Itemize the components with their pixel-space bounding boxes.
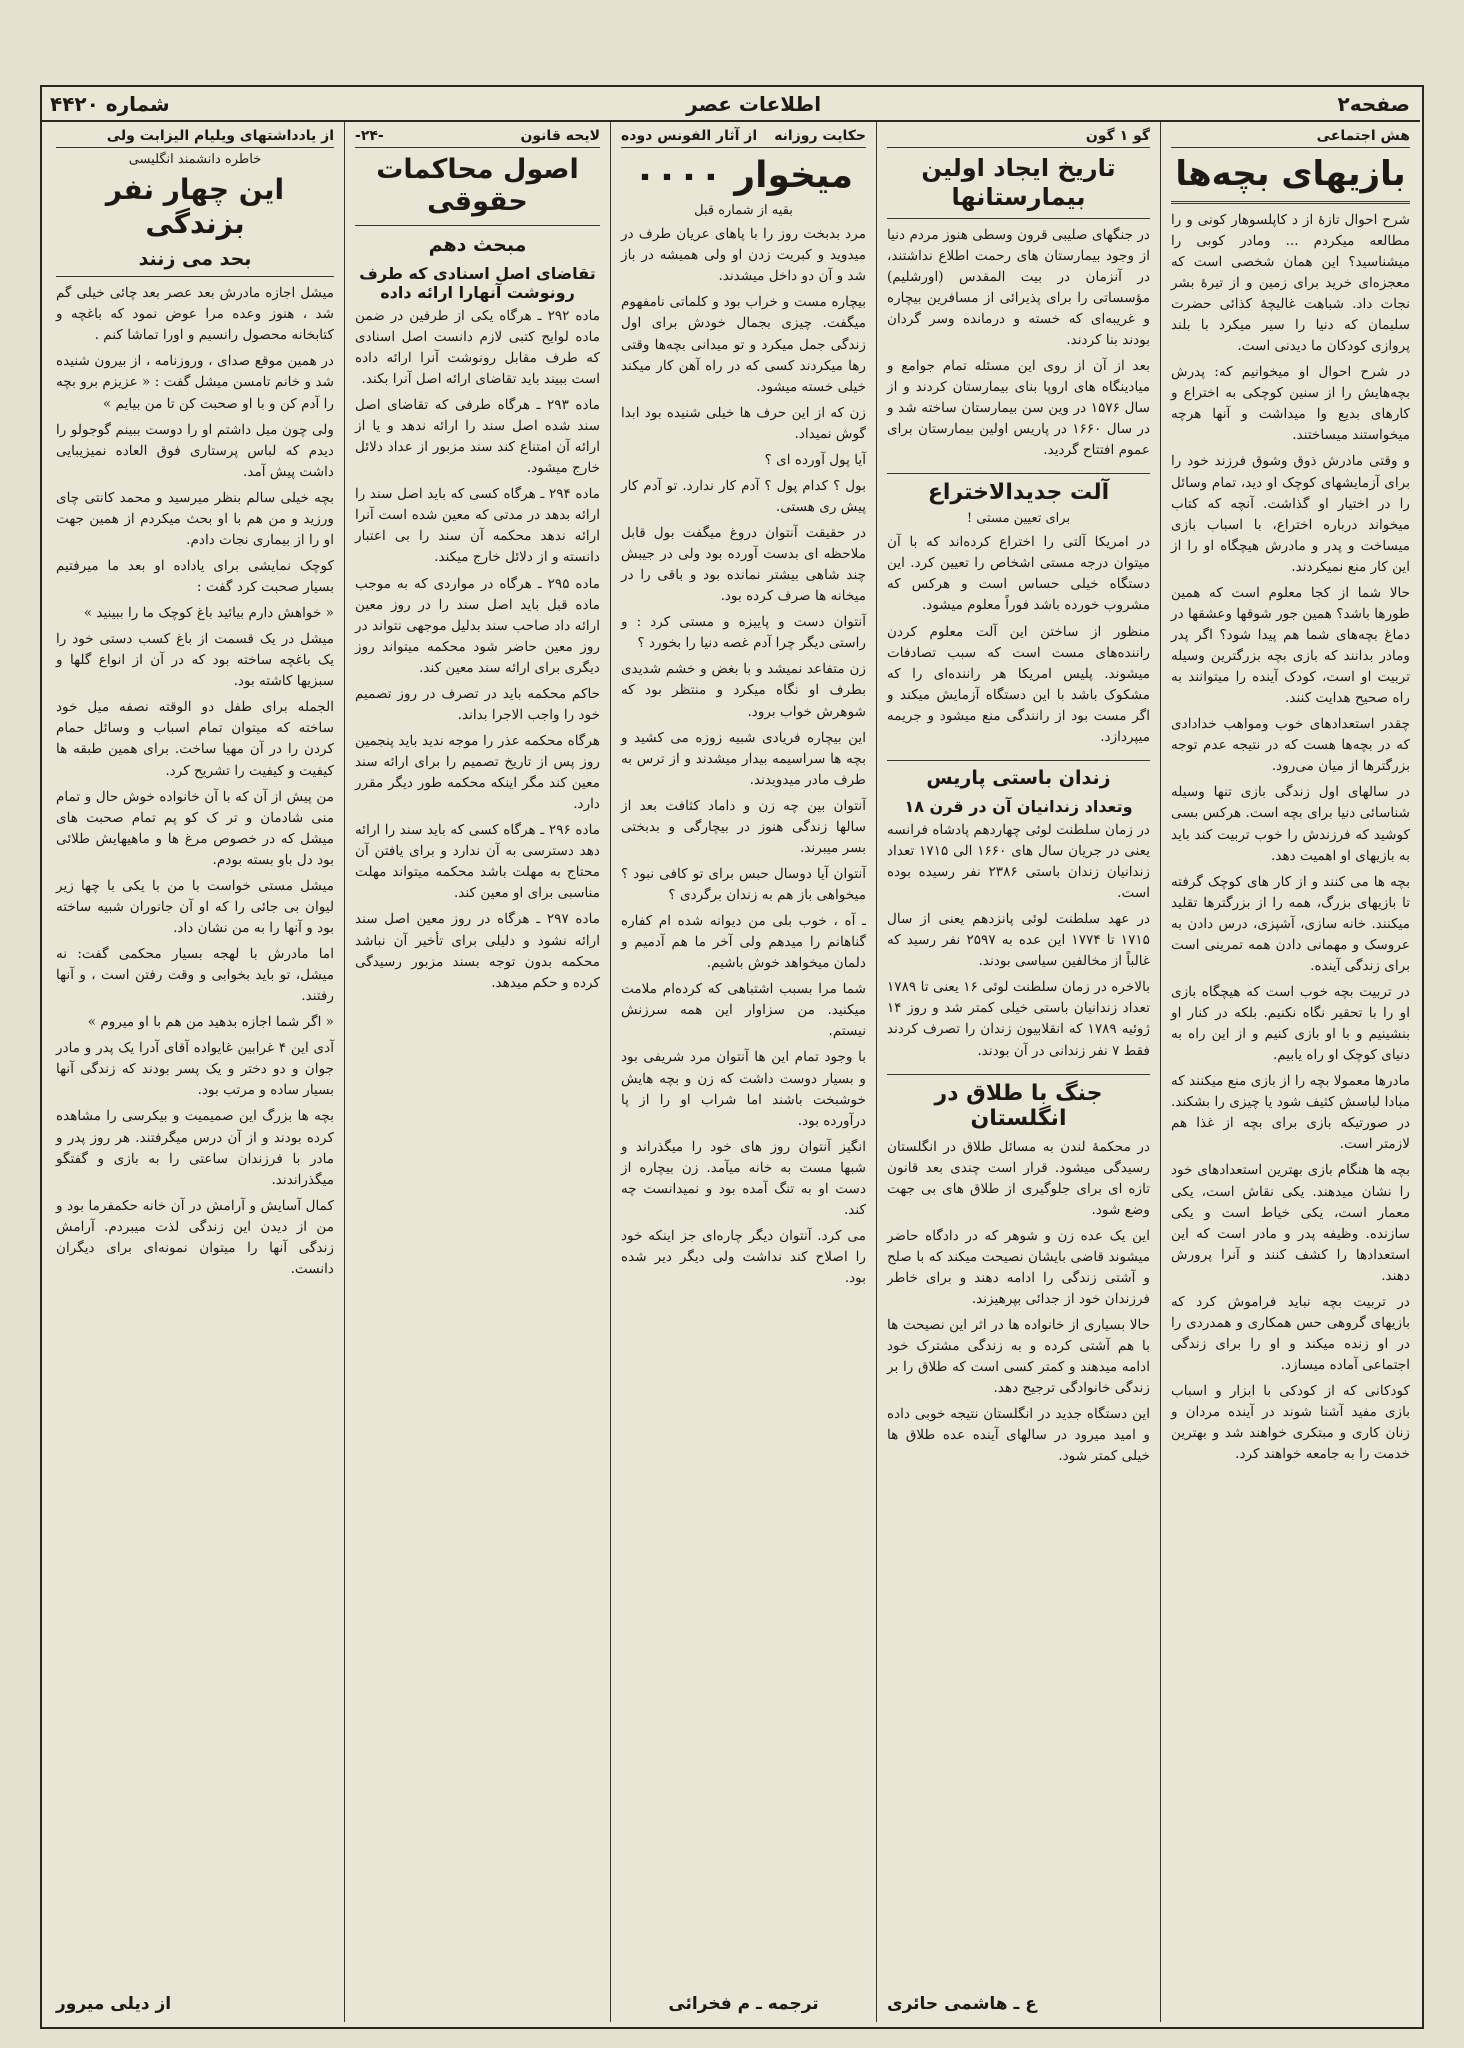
paragraph: این دستگاه جدید در انگلستان نتیجه خوبی داده و امید میرود در سالهای آینده عده طلاق ها خیلی کمتر شود. [887,1406,1150,1465]
paragraph: ـ آه ، خوب بلی من دیوانه شده ام کفاره گناهانم را میدهم ولی آخر ما هم آدمیم و دلمان میخواهد خوش باشیم. [621,913,866,972]
paragraph: در تربیت بچه نباید فراموش کرد که بازیهای گروهی حس همکاری و همدردی را در او زنده میکند و او را برای زندگی اجتماعی آماده میسازد. [1171,1293,1410,1374]
article-body [355,306,600,994]
article-byline: از دیلی میرور [56,1994,172,2014]
paragraph: الجمله برای طفل دو الوقته نصفه میل خود ساخته که میتوان تمام اسباب و وسائل حمام کردن را در آن مهیا ساخت. برای همین طبقه ها کیفیت و کیفیت را تشریح کرد. [56,699,334,779]
article-subheadline: آلت جدیدالاختراع [887,473,1150,505]
paragraph: آیا پول آورده ای ؟ [764,451,866,468]
paragraph: مرد بدبخت روز را با پاهای عریان طرف در میدوید و کبریت زدن او ولی همیشه در باز شد و آن دو داخل میشدند. [621,226,866,285]
article-note: خاطره دانشمند انگلیسی [128,152,262,167]
article-body [887,1137,1150,1468]
article-body [887,532,1150,748]
paragraph: در تربیت بچه خوب است که هیچگاه بازی او را با تحقیر نگاه نکنیم. بلکه در کنار او بنشینیم و با او بازی کنیم و از این راه به دنیای کوچک او راه یابیم. [1171,983,1410,1064]
column-kicker: از یادداشتهای ویلیام الیزابت ولی [56,128,334,148]
paragraph: در امریکا آلتی را اختراع کرده‌اند که با آن میتوان درجه مستی اشخاص را تعیین کرد. این دستگاه خیلی حساس است و هرکس که مشروب خورده باشد فوراً معلوم میشود. [887,534,1150,614]
column-hospitals [876,122,1160,2022]
masthead [40,88,1420,122]
paragraph: بچه ها می کنند و از کار های کوچک گرفته تا بازیهای بزرگ، همه را از بزرگترها تقلید میکنند. خانه سازی، آشپزی، درس دادن به عروسک و مهمانی دادن همه تمرینی است برای زندگی آینده. [1171,873,1410,974]
paragraph: آنتوان آیا دوسال حبس برای تو کافی نبود ؟ میخواهی باز هم به زندان برگردی ؟ [621,865,866,903]
article-subheadline-b: وتعداد زندانیان آن در قرن ۱۸ [904,796,1133,816]
paragraph: مادرها معمولا بچه را از بازی منع میکنند که مبادا لباسش کثیف شود یا چیزی را بشکند. در صورتیکه بازی برای بچه از غذا هم لازمتر است. [1171,1073,1410,1153]
article-subheadline: جنگ با طلاق در انگلستان [887,1074,1150,1131]
article-byline: ترجمه ـ م فخرائی [668,1994,819,2014]
paragraph: بالاخره در زمان سلطنت لوئی ۱۶ یعنی تا ۱۷۸۹ تعداد زندانیان باستی خیلی کمتر شد و روز ۱۴ ژوئیه ۱۷۸۹ که انقلابیون زندان را تصرف کردند فقط ۷ نفر زندانی در آن بودند. [887,979,1150,1059]
column-drunkard-story [610,122,876,2022]
paragraph: آنتوان دست و پاییزه و مستی کرد : و راستی دیگر چرا آدم غصه دنیا را بخورد ؟ [621,614,866,652]
article-headline: بازیهای بچه‌ها [1175,154,1406,194]
column-kicker: گو ۱ گون [887,128,1150,148]
article-headline: میخوار ۰۰۰۰ [634,155,853,196]
article-note: برای تعیین مستی ! [966,511,1071,527]
article-subheadline: تقاضای اصل اسنادی که طرف رونوشت آنهارا ارائه داده [359,263,596,302]
paragraph: این بیچاره فریادی شبیه زوزه می کشید و بچه ها سراسیمه بیدار میشدند و از ترس به طرف مادر میدویدند. [621,729,866,788]
paragraph: حالا بسیاری از خانواده ها در اثر این نصیحت ها با هم آشتی کرده و به زندگی مشترک خود ادامه میدهند و کمتر کسی است که طلاق را بر زندگی خانوادگی ترجیح دهد. [887,1317,1150,1397]
issue-number: شماره ۴۴۲۰ [50,92,170,116]
paragraph: کودکانی که از کودکی با ابزار و اسباب بازی مفید آشنا شوند در آینده مردان و زنان کاری و مبتکری خواهند شد و بهترین خدمت را به جامعه خواهند کرد. [1171,1383,1410,1463]
column-kicker: هش اجتماعی [1171,128,1410,148]
article-body [1171,210,1410,1466]
paragraph: شرح احوال تازهٔ از د کاپلسوهار کونی و را مطالعه میکردم ... ومادر کوبی‌ را میشناسید؟ این همان شخصی است که معجزه‌ای خرید برای زمین و از تیرهٔ بشر نجات داد. شباهت غالیچهٔ کذائی حضرت سلیمان که دنیا را سیر میکرد با بلند پروازی کودکان ما دیدنی است. [1171,211,1410,355]
paper-name: اطلاعات عصر [686,92,822,116]
paragraph: در جنگهای صلیبی قرون وسطی هنوز مردم دنیا از وجود بیمارستان های رحمت اطلاع نداشتند، در آنزمان در بیت المقدس (اورشلیم) مؤسساتی را برای پذیرائی از مسافرین بیچاره و غریبه‌ای که خسته و درمانده وسر گردان بودند بنا کردند. [887,226,1150,348]
paragraph: میشل اجازه مادرش بعد عصر بعد چائی خیلی گم شد ، هنوز وعده مرا عوض نمود که باغچه و کتابخانه محصول رانسیم و اورا تماشا کنم . [56,285,334,344]
paragraph: اما مادرش با لهجه بسیار محکمی گفت: نه میشل، تو باید بخوابی و وقت رفتن است ، و آنها رفتند. [56,946,334,1005]
article-body [56,283,334,1280]
paragraph: این یک عده زن و شوهر که در دادگاه حاضر میشوند قاضی بایشان نصیحت میکند که با صلح و آشتی زندگی را ادامه دهند و برای خاطر فرزندان خود از جدائی بپرهیزند. [887,1227,1150,1308]
column-kicker: حکایت روزانه از آثار الفونس دوده [621,128,866,148]
paragraph: در محکمهٔ لندن به مسائل طلاق در انگلستان رسیدگی میشود. قرار است چندی بعد قانون تازه ای برای جلوگیری از طلاق های بی جهت وضع شود. [887,1138,1150,1218]
paragraph: ماده ۲۹۶ ـ هرگاه کسی که باید سند را ارائه دهد دسترسی به آن ندارد و برای یافتن آن محتاج به مهلت باشد محکمه میتواند مهلت مناسبی برای او معین کند. [355,822,600,902]
paragraph: ماده ۲۹۲ ـ هرگاه یکی از طرفین در ضمن ماده لوایح کتبی لازم دانست اصل اسنادی که طرف مقابل رونوشت آنرا ارائه داده است ببیند باید تقاضای ارائه اصل آنرا بکند. [355,307,601,387]
paragraph: ماده ۲۹۵ ـ هرگاه در مواردی که به موجب ماده قبل باید اصل سند را در روز معین ارائه داد صاحب سند بدلیل موجهی نتواند در روز معین حاضر شود محکمه میتواند روز دیگری برای ارائه سند معین کند. [355,575,601,676]
article-body [621,224,866,1289]
paragraph: کوچک نمایشی برای یاداده او بعد ما میرفتیم بسیار صحبت کرد گفت : [56,557,334,595]
column-children-games [1160,122,1420,2022]
paragraph: و وقتی مادرش ذوق وشوق فرزند خود را برای آزمایشهای کوچک او دید، تمام وسائل را در اختیار او گذاشت. آنچه که کتاب میخواند درباره اختراع، با اسباب بازی میساخت و پدر و مادرش هیچگاه او را از این کار منع نمیکردند. [1171,453,1410,575]
paragraph: ماده ۲۹۴ ـ هرگاه کسی که باید اصل سند را ارائه بدهد در مدتی که معین شده است آنرا ارائه ندهد محکمه آن سند را بی اعتبار دانسته و از دلائل خارج میکند. [355,486,600,566]
page-number: صفحه۲ [1337,92,1410,116]
article-body [887,225,1150,462]
paragraph: در سالهای اول زندگی بازی تنها وسیله شناسائی دنیا برای بچه است. هرکس بسی کوشید که فرزندش را خوب تربیت کند باید به بازیهای او اهمیت دهد. [1171,784,1410,864]
paragraph: کمال آسایش و آرامش در آن خانه حکمفرما بود و من از دیدن این زندگی لذت میبردم. آرامش زندگی آنها را میتوان نمونه‌ای برای دیگران دانست. [56,1197,334,1277]
paragraph: میشل در یک قسمت از باغ کسب دستی خود را یک باغچه ساخته بود که در آن از انواع گلها و سبزیها کاشته بود. [56,631,334,690]
paragraph: انگیز آنتوان روز های خود را میگذراند و شبها مست به خانه میآمد. زن بیچاره از دست او به تنگ آمده بود و نمیدانست چه کند. [621,1138,866,1218]
article-headline: اصول محاکمات حقوقی [376,154,579,218]
paragraph: در حقیقت آنتوان دروغ میگفت بول قابل ملاحظه ای بدست آورده بود ولی در جیبش چند شاهی بیشتر نمانده بود و باقی را در میخانه ها صرف کرده بود. [621,525,866,605]
paragraph: حالا شما از کجا معلوم است که همین طورها باشد؟ همین جور شوقها وعشقها در دماغ بچه‌های شما هم پیدا شود؟ اگر پدر ومادر بدانند که بازی بچه بزرگترین وسیله تربیت او است، کودک آینده را میتوانند به راه صحیح هدایت کنند. [1171,584,1410,707]
article-note: بقیه از شماره قبل [694,203,793,219]
paragraph: شما مرا بسبب اشتباهی که کرده‌ام ملامت میکنید. من سزاوار این همه سرزنش نیستم. [621,981,866,1040]
paragraph: « اگر شما اجازه بدهید من هم با او میروم » [87,1014,334,1031]
paragraph: چقدر استعدادهای خوب ومواهب خدادادی که در بچه‌ها هست که در نتیجه عدم توجه بزرگترها از میان می‌رود. [1171,716,1410,775]
article-body [887,820,1150,1062]
paragraph: بچه ها هنگام بازی بهترین استعدادهای خود را نشان میدهند. یکی نقاش است، یکی معمار است، یکی خیاط است و یکی سازنده. وظیفه پدر و مادر است که این استعدادها را کشف کنند و آنرا پرورش دهند. [1171,1162,1410,1284]
paragraph: می کرد. آنتوان دیگر چاره‌ای جز اینکه خود را اصلاح کند نداشت ولی دیگر دیر شده بود. [621,1227,866,1287]
paragraph: با وجود تمام این ها آنتوان مرد شریفی بود و بسیار دوست داشت که زن و بچه هایش خوشبخت باشند اما شراب او را از پا درآورده بود. [621,1049,866,1129]
paragraph: هرگاه محکمه عذر را موجه ندید باید پنجمین روز پس از تاریخ تصمیم را برای ارائه سند معین کند مگر اینکه محکمه طور دیگر مقرر دارد. [355,732,600,813]
article-byline: ع ـ هاشمی حائری [887,1994,1037,2014]
paragraph: آدی این ۴ غرابین غایواده آقای آدرا یک پدر و مادر جوان و دو دختر و یک پسر بودند که زندگی آنها بسیار ساده و مرتب بود. [56,1040,334,1099]
paragraph: زن متفاعد نمیشد و با بغض و خشم شدیدی بطرف او نگاه میکرد و منتظر بود که شوهرش خواب برود. [621,661,866,720]
paragraph: من پیش از آن که با آن خانواده خوش حال و تمام منی شادمان و تر ک کو پم تمام صحبت های میشل که در خصوص مرغ ها و ماهیهایش طلائی بود دل باو بسته بودم. [56,788,334,868]
column-civil-procedure [344,122,610,2022]
article-subheadline: زندان باستی پاریس [887,760,1150,789]
paragraph: ماده ۲۹۷ ـ هرگاه در روز معین اصل سند ارائه نشود و دلیلی برای تأخیر آن نباشد محکمه بدون توجه بسند مزبور رسیدگی کرده و حکم میدهد. [355,911,601,991]
paragraph: حاکم محکمه باید در تصرف در روز تصمیم خود را واجب الاجرا بداند. [355,685,600,723]
paragraph: بیچاره مست و خراب بود و کلماتی نامفهوم میگفت. چیزی بجمال خودش برای اول زندگی جمل میکرد و تو میدانی بچه‌ها وقتی رها میکردند کسی که در راه آهن کار میکند خیلی خسته میشود. [621,294,866,395]
paragraph: بچه خیلی سالم بنظر میرسید و محمد کانتی چای ورزید و من هم با او بحث میکردم از همین جهت او را از بیماری نجات دادم. [56,489,334,548]
paragraph: در عهد سلطنت لوئی پانزدهم یعنی از سال ۱۷۱۵ تا ۱۷۷۴ این عده به ۲۵۹۷ نفر رسید که غالباً از مخالفین سیاسی بودند. [887,911,1150,970]
paragraph: بعد از آن از روی این مسئله تمام جوامع و میادینگاه های اروپا بنای بیمارستان کردند و از سال ۱۵۷۶ در وین سن بیمارستان ساخته شد و در سال ۱۶۶۰ در پاریس اولین بیمارستان برای عموم افتتاح گردید. [887,357,1151,459]
article-section: مبحث دهم [428,233,527,256]
paragraph: ولی چون میل داشتم او را دوست ببینم گوجولو را دیدم که لباس پرستاری فوق العاده نمیزیبایی داشت پیش آمد. [56,421,334,480]
column-kicker: لایحه قانون -۲۴- [355,128,600,148]
article-headline: این چهار نفر بزندگی [105,173,285,240]
article-subheadline: بحد می زنند [138,248,252,271]
paragraph: « خواهش دارم بیائید باغ کوچک ما را ببینید » [83,605,334,622]
paragraph: در شرح احوال او میخوانیم که: پدرش بچه‌هایش را از سنین کوچکی به اختراع و کارهای بدیع وا میداشت و آنها هرچه میخواستند میساختند. [1171,364,1410,444]
paragraph: در همین موقع صدای ، وروزنامه ، از بیرون شنیده شد و خانم تامسن میشل گفت : « عزیزم برو بچه را آدم کن و با او صحبت کن تا من بیایم » [56,353,334,412]
article-headline: تاریخ ایجاد اولین بیمارستانها [921,154,1116,211]
paragraph: منظور از ساختن این آلت معلوم کردن راننده‌های مست است که سبب تصادفات میشوند. پلیس امریکا هر راننده‌ای را که مشکوک باشد با این دستگاه آزمایش میکند و اگر مست بود از رانندگی منع میشود و جریمه میپردازد. [887,623,1150,745]
paragraph: بول ؟ کدام پول ؟ آدم کار ندارد. تو آدم کار پیش ری هستی. [621,477,866,515]
paragraph: میشل مستی خواست با من با یکی با چها زیر لیوان بی جائی را که او آن جانوران شبیه ساخته بود و آنها را به من نشان داد. [56,877,334,936]
paragraph: ماده ۲۹۳ ـ هرگاه طرفی که تقاضای اصل سند شده اصل سند را ارائه ندهد و یا از ارائه آن امتناع کند سند مزبور از عداد دلائل خارج میشود. [355,397,600,477]
column-four-people [46,122,344,2022]
paragraph: در زمان سلطنت لوئی چهاردهم پادشاه فرانسه یعنی در جریان سال های ۱۶۶۰ الی ۱۷۱۵ تعداد زندانیان زندان باستی ۲۳۸۶ نفر رسیده بوده است. [887,821,1150,902]
paragraph: بچه ها بزرگ این صمیمیت و بیکرسی را مشاهده کرده بودند و از آن درس میگرفتند. هر روز پدر و مادر با فرزندان ساعتی را به بازی و گفتگو میگذراندند. [56,1108,334,1188]
paragraph: آنتوان بین چه زن و داماد کثافت بعد از سالها زندگی هنوز در بیچارگی و بدبختی بسر میبرند. [621,797,866,856]
paragraph: زن که از این حرف ها خیلی شنیده بود ابدا گوش نمیداد. [621,404,866,442]
